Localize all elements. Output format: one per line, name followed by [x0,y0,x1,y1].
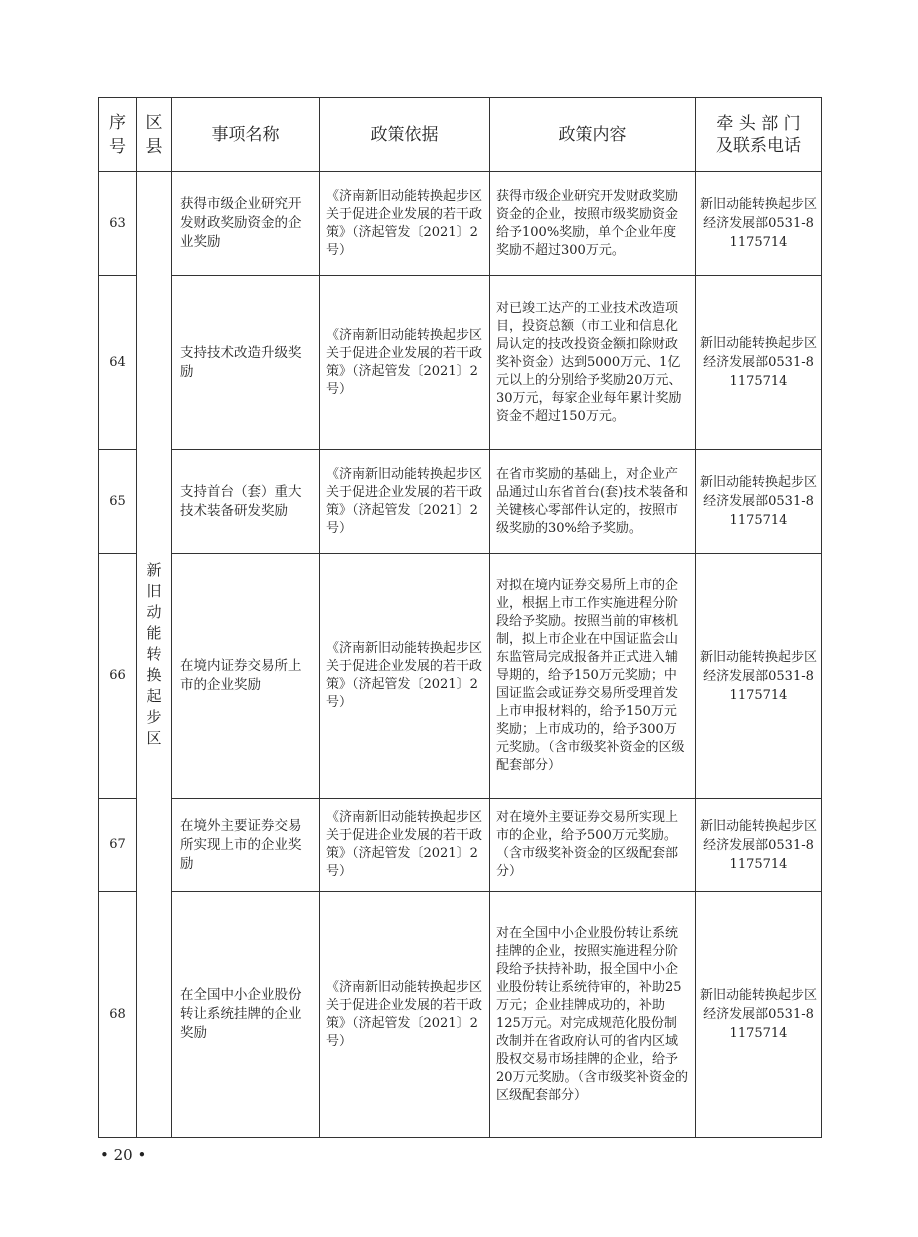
header-content: 政策内容 [490,98,696,172]
table-row [99,554,822,799]
header-dept-label: 牵 头 部 门 及联系电话 [716,113,801,156]
row-number: 65 [99,450,137,554]
header-district [137,98,172,172]
item-name: 在全国中小企业股份转让系统挂牌的企业奖励 [172,892,320,1138]
policy-basis: 《济南新旧动能转换起步区关于促进企业发展的若干政策》（济起管发〔2021〕2号） [320,172,490,276]
policy-basis: 《济南新旧动能转换起步区关于促进企业发展的若干政策》（济起管发〔2021〕2号） [320,450,490,554]
lead-dept: 新旧动能转换起步区经济发展部0531-81175714 [696,799,822,892]
policy-table [98,97,822,1138]
policy-content: 对已竣工达产的工业技术改造项目，投资总额（市工业和信息化局认定的技改投资金额扣除财政奖补资金）达到5000万元、1亿元以上的分别给予奖励20万元、30万元，每家企业每年累计奖励资金不超过150万元。 [490,276,696,450]
header-seq-label: 序号 [109,112,126,157]
item-name: 获得市级企业研究开发财政奖励资金的企业奖励 [172,172,320,276]
header-item: 事项名称 [172,98,320,172]
row-number: 68 [99,892,137,1138]
policy-content: 对在全国中小企业股份转让系统挂牌的企业，按照实施进程分阶段给予扶持补助，报全国中小企业股份转让系统待审的，补助25万元；企业挂牌成功的，补助125万元。对完成规范化股份制改制并在省政府认可的省内区域股权交易市场挂牌的企业，给予20万元奖励。（含市级奖补资金的区级配套部分） [490,892,696,1138]
header-dept [696,98,822,172]
policy-content: 对在境外主要证券交易所实现上市的企业，给予500万元奖励。（含市级奖补资金的区级配套部分） [490,799,696,892]
district-cell [137,172,172,1138]
table-header-row [99,98,822,172]
row-number: 66 [99,554,137,799]
item-name: 在境外主要证券交易所实现上市的企业奖励 [172,799,320,892]
header-district-label: 区县 [145,112,163,157]
row-number: 63 [99,172,137,276]
item-name: 在境内证券交易所上市的企业奖励 [172,554,320,799]
district-name: 新旧动能转换起步区 [146,561,162,747]
table-row [99,450,822,554]
policy-basis: 《济南新旧动能转换起步区关于促进企业发展的若干政策》（济起管发〔2021〕2号） [320,799,490,892]
lead-dept: 新旧动能转换起步区经济发展部0531-81175714 [696,450,822,554]
table-row [99,276,822,450]
policy-content: 对拟在境内证券交易所上市的企业，根据上市工作实施进程分阶段给予奖励。按照当前的审核机制，拟上市企业在中国证监会山东监管局完成报备并正式进入辅导期的，给予150万元奖励；中国证监会或证券交易所受理首发上市申报材料的，给予150万元奖励；上市成功的，给予300万元奖励。（含市级奖补资金的区级配套部分） [490,554,696,799]
page-number: • 20 • [100,1146,147,1164]
row-number: 67 [99,799,137,892]
row-number: 64 [99,276,137,450]
lead-dept: 新旧动能转换起步区经济发展部0531-81175714 [696,172,822,276]
item-name: 支持技术改造升级奖励 [172,276,320,450]
policy-basis: 《济南新旧动能转换起步区关于促进企业发展的若干政策》（济起管发〔2021〕2号） [320,892,490,1138]
table-row [99,799,822,892]
policy-content: 在省市奖励的基础上，对企业产品通过山东省首台(套)技术装备和关键核心零部件认定的，按照市级奖励的30%给予奖励。 [490,450,696,554]
policy-basis: 《济南新旧动能转换起步区关于促进企业发展的若干政策》（济起管发〔2021〕2号） [320,554,490,799]
lead-dept: 新旧动能转换起步区经济发展部0531-81175714 [696,554,822,799]
lead-dept: 新旧动能转换起步区经济发展部0531-81175714 [696,892,822,1138]
lead-dept: 新旧动能转换起步区经济发展部0531-81175714 [696,276,822,450]
table-row [99,892,822,1138]
header-basis: 政策依据 [320,98,490,172]
table-row [99,172,822,276]
policy-basis: 《济南新旧动能转换起步区关于促进企业发展的若干政策》（济起管发〔2021〕2号） [320,276,490,450]
policy-content: 获得市级企业研究开发财政奖励资金的企业，按照市级奖励资金给予100%奖励，单个企业年度奖励不超过300万元。 [490,172,696,276]
item-name: 支持首台（套）重大技术装备研发奖励 [172,450,320,554]
header-seq [99,98,137,172]
